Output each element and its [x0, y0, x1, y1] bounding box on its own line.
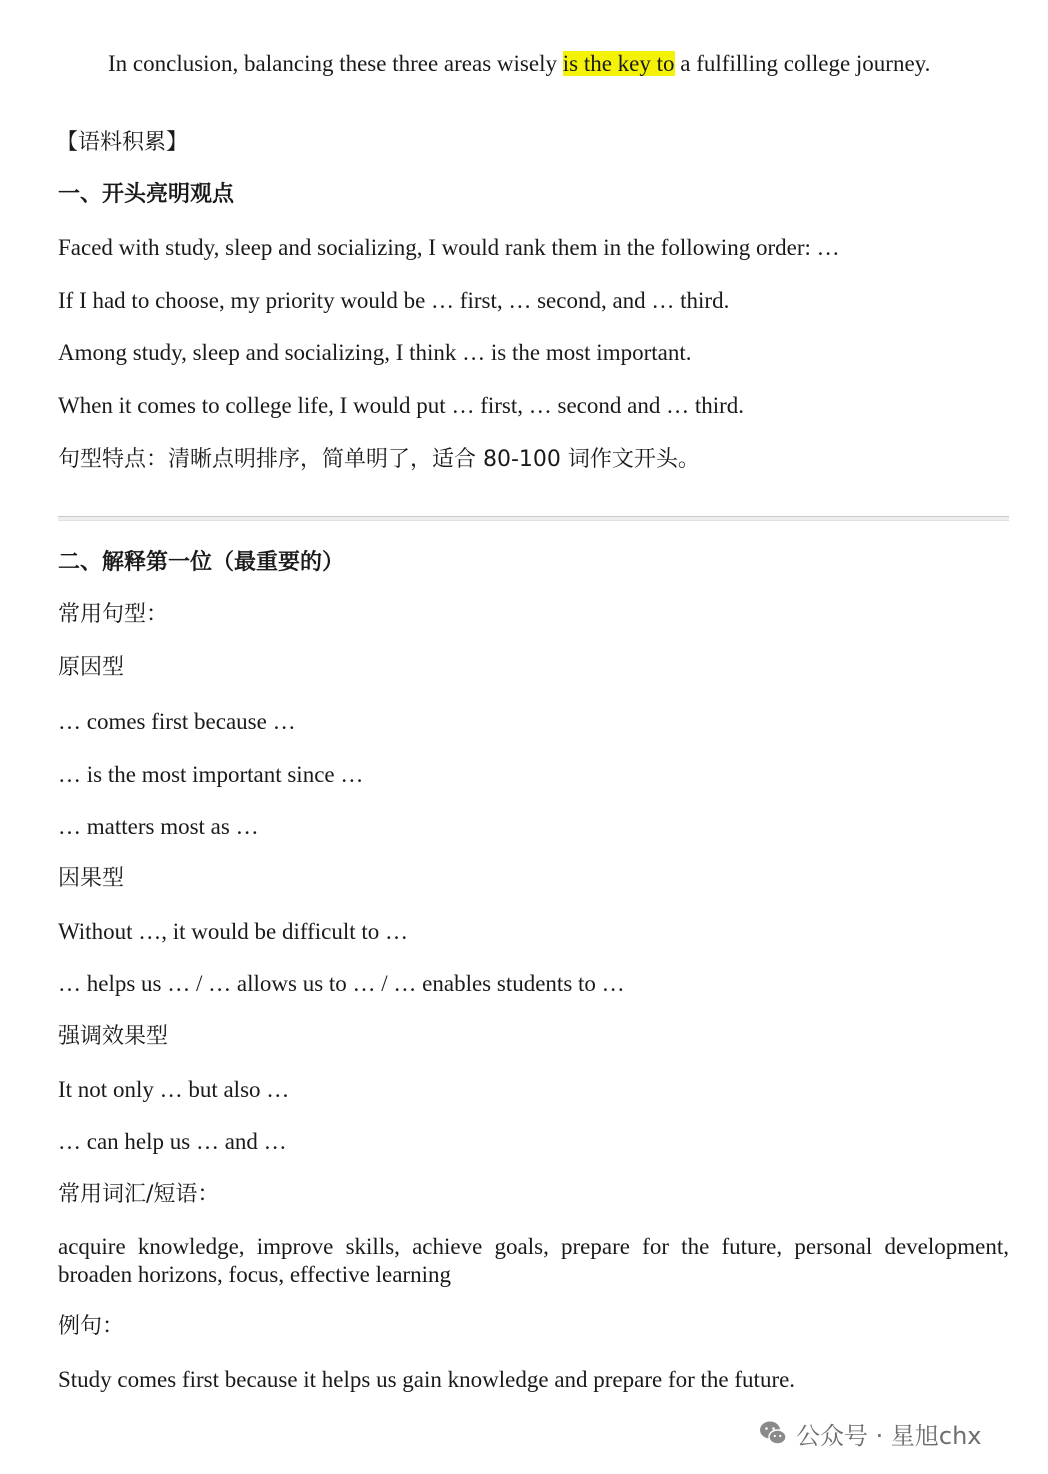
cause-effect-sentence-1: Without …, it would be difficult to …: [58, 919, 409, 944]
section-divider: [58, 516, 1009, 521]
reason-sentence-3: … matters most as …: [58, 814, 259, 839]
opening-sentence-3: Among study, sleep and socializing, I think … is the most important.: [58, 340, 692, 365]
watermark-text: 公众号 · 星旭chx: [796, 1421, 982, 1450]
cause-effect-label: 因果型: [58, 866, 125, 891]
watermark: [758, 1416, 982, 1450]
section-corpus-title: 【语料积累】: [56, 130, 189, 155]
example-sentence: Study comes first because it helps us gain knowledge and prepare for the future.: [58, 1367, 796, 1392]
opening-note: 句型特点：清晰点明排序，简单明了，适合 80-100 词作文开头。: [58, 447, 700, 472]
conclusion-paragraph: [58, 50, 1009, 77]
reason-sentence-1: … comes first because …: [58, 709, 296, 734]
conclusion-text-before: In conclusion, balancing these three areas wisely: [108, 51, 563, 76]
highlighted-phrase: is the key to: [562, 51, 675, 76]
emphasis-label: 强调效果型: [58, 1024, 169, 1049]
wechat-icon: [758, 1418, 788, 1448]
reason-sentence-2: … is the most important since …: [58, 762, 364, 787]
conclusion-text-after: a fulfilling college journey.: [674, 51, 931, 76]
opening-sentence-2: If I had to choose, my priority would be … first, … second, and … third.: [58, 288, 730, 313]
common-patterns-label: 常用句型：: [58, 602, 169, 627]
heading-opening: 一、开头亮明观点: [58, 182, 235, 207]
opening-sentence-4: When it comes to college life, I would put … first, … second and … third.: [58, 393, 745, 418]
example-label: 例句：: [58, 1314, 125, 1339]
cause-effect-sentence-2: … helps us … / … allows us to … / … enables students to …: [58, 971, 625, 996]
emphasis-sentence-1: It not only … but also …: [58, 1077, 290, 1102]
reason-type-label: 原因型: [58, 655, 125, 680]
emphasis-sentence-2: … can help us … and …: [58, 1129, 287, 1154]
vocab-label: 常用词汇/短语：: [58, 1182, 220, 1207]
heading-first-priority: 二、解释第一位（最重要的）: [58, 550, 345, 575]
opening-sentence-1: Faced with study, sleep and socializing, I would rank them in the following order: …: [58, 235, 840, 260]
vocab-list: acquire knowledge, improve skills, achieve goals, prepare for the future, personal development, broaden horizons, focus, effective learning: [58, 1234, 1009, 1287]
